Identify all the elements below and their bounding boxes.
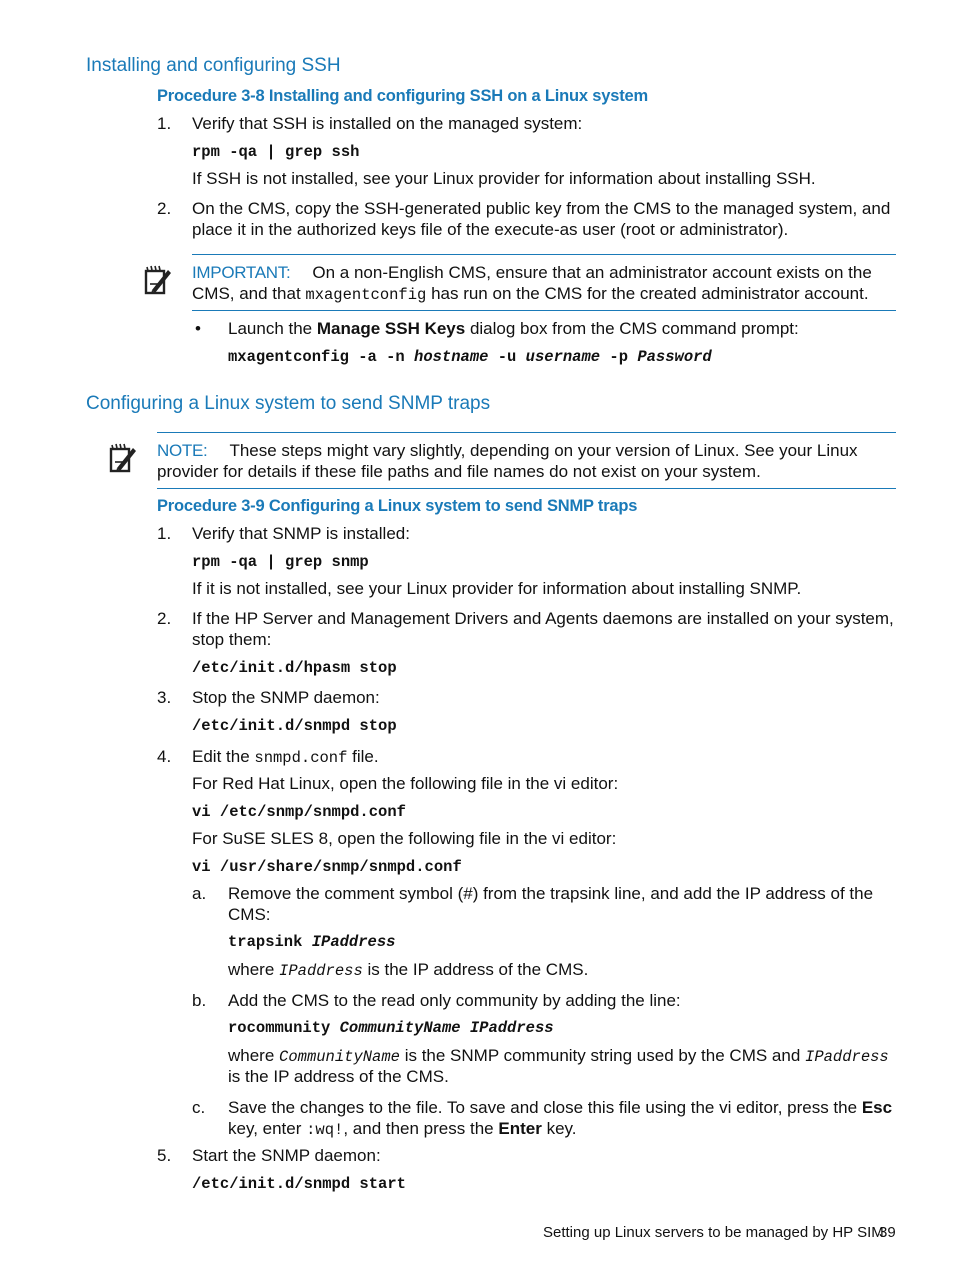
inline-code: :wq! — [306, 1121, 344, 1139]
command-line: /etc/init.d/hpasm stop — [192, 659, 397, 677]
code-placeholder: username — [525, 348, 601, 366]
step-number: 1. — [157, 524, 172, 543]
footer-title: Setting up Linux servers to be managed by HP SIM — [543, 1224, 884, 1241]
section-heading-snmp: Configuring a Linux system to send SNMP traps — [86, 393, 491, 414]
substep-text-part: key, enter — [228, 1119, 302, 1138]
key-name: Esc — [861, 1098, 893, 1117]
command-line: rpm -qa | grep snmp — [192, 553, 369, 571]
substep-text: Remove the comment symbol (#) from the trapsink line, and add the IP address of the — [228, 884, 874, 903]
inline-code: IPaddress — [279, 962, 363, 980]
substep-text-part: key. — [546, 1119, 577, 1138]
important-line-1 — [192, 262, 872, 283]
step-note: If it is not installed, see your Linux provider for information about installing SNMP. — [192, 579, 802, 598]
step-note: If SSH is not installed, see your Linux provider for information about installing SSH. — [192, 169, 816, 188]
where-text: is the IP address of the CMS. — [367, 960, 589, 979]
step-number: 2. — [157, 199, 172, 218]
section-heading-ssh: Installing and configuring SSH — [86, 55, 341, 76]
code-part: rocommunity — [228, 1019, 340, 1037]
bullet-text-part: Launch the — [228, 319, 313, 338]
step-number: 3. — [157, 688, 172, 707]
substep-letter: c. — [192, 1098, 206, 1117]
important-note-icon — [143, 264, 173, 296]
step-text-part: Edit the — [192, 747, 250, 766]
note-line-1 — [157, 440, 858, 461]
step-text-cont: place it in the authorized keys file of the execute-as user (root or administrator). — [192, 220, 789, 239]
substep-letter: a. — [192, 884, 207, 903]
ui-term: Manage SSH Keys — [316, 319, 466, 338]
step-text: For Red Hat Linux, open the following file in the vi editor: — [192, 774, 619, 793]
note-bottom-rule — [157, 488, 896, 489]
command-line — [228, 347, 712, 368]
code-placeholder: CommunityName IPaddress — [339, 1019, 554, 1037]
inline-code: snmpd.conf — [254, 749, 348, 767]
command-line: rpm -qa | grep ssh — [192, 143, 360, 161]
note-label: NOTE: — [157, 441, 208, 460]
inline-code: CommunityName — [279, 1048, 400, 1066]
step-text: Start the SNMP daemon: — [192, 1146, 381, 1165]
important-text: has run on the CMS for the created administrator account. — [431, 284, 869, 303]
step-number: 2. — [157, 609, 172, 628]
bullet-mark: • — [195, 319, 201, 338]
note-icon — [108, 442, 138, 474]
command-line — [228, 932, 395, 953]
where-text: where — [228, 960, 275, 979]
code-part: -p — [600, 348, 638, 366]
substep-text-part: , and then press the — [343, 1119, 494, 1138]
important-top-rule — [192, 254, 896, 255]
substep-text: Add the CMS to the read only community by adding the line: — [228, 991, 681, 1010]
inline-code: mxagentconfig — [305, 286, 427, 304]
step-text: On the CMS, copy the SSH-generated public key from the CMS to the managed system, and — [192, 199, 891, 218]
procedure-title-3-8: Procedure 3-8 Installing and configuring SSH on a Linux system — [157, 87, 648, 105]
step-text: For SuSE SLES 8, open the following file in the vi editor: — [192, 829, 617, 848]
substep-where — [228, 959, 588, 982]
where-text: where — [228, 1046, 275, 1065]
step-text: Verify that SSH is installed on the managed system: — [192, 114, 583, 133]
substep-text — [228, 1097, 892, 1118]
inline-code: IPaddress — [805, 1048, 889, 1066]
page-number: 39 — [879, 1224, 896, 1241]
important-text: On a non-English CMS, ensure that an administrator account exists on the — [312, 263, 872, 282]
step-text — [192, 746, 379, 769]
code-part: trapsink — [228, 933, 312, 951]
bullet-text-part: dialog box from the CMS command prompt: — [469, 319, 799, 338]
command-line: /etc/init.d/snmpd stop — [192, 717, 397, 735]
bullet-text — [228, 318, 799, 339]
substep-where-cont: is the IP address of the CMS. — [228, 1067, 449, 1086]
where-text: is the SNMP community string used by the CMS and — [404, 1046, 801, 1065]
code-part: mxagentconfig -a -n — [228, 348, 415, 366]
substep-letter: b. — [192, 991, 207, 1010]
step-number: 4. — [157, 747, 172, 766]
important-text: CMS, and that — [192, 284, 301, 303]
substep-text-cont: CMS: — [228, 905, 271, 924]
step-number: 5. — [157, 1146, 172, 1165]
substep-text-part: Save the changes to the file. To save and close this file using the vi editor, press the — [228, 1098, 858, 1117]
step-text: Stop the SNMP daemon: — [192, 688, 380, 707]
step-text-part: file. — [352, 747, 379, 766]
step-text: Verify that SNMP is installed: — [192, 524, 410, 543]
important-bottom-rule — [192, 310, 896, 311]
note-top-rule — [157, 432, 896, 433]
procedure-title-3-9: Procedure 3-9 Configuring a Linux system to send SNMP traps — [157, 497, 638, 515]
substep-where — [228, 1045, 889, 1068]
code-placeholder: IPaddress — [311, 933, 396, 951]
step-text-cont: stop them: — [192, 630, 272, 649]
substep-text-cont — [228, 1118, 576, 1141]
key-name: Enter — [498, 1119, 542, 1138]
step-text: If the HP Server and Management Drivers and Agents daemons are installed on your system, — [192, 609, 894, 628]
command-line: vi /usr/share/snmp/snmpd.conf — [192, 858, 462, 876]
command-line: vi /etc/snmp/snmpd.conf — [192, 803, 406, 821]
step-number: 1. — [157, 114, 172, 133]
command-line — [228, 1018, 554, 1039]
important-label: IMPORTANT: — [192, 263, 291, 282]
important-line-2 — [192, 283, 869, 306]
code-placeholder: Password — [637, 348, 712, 366]
note-line-2: provider for details if these file paths and file names do not exist on your system. — [157, 462, 761, 481]
code-placeholder: hostname — [414, 348, 489, 366]
code-part: -u — [488, 348, 526, 366]
command-line: /etc/init.d/snmpd start — [192, 1175, 406, 1193]
note-text: These steps might vary slightly, depending on your version of Linux. See your Linux — [229, 441, 858, 460]
